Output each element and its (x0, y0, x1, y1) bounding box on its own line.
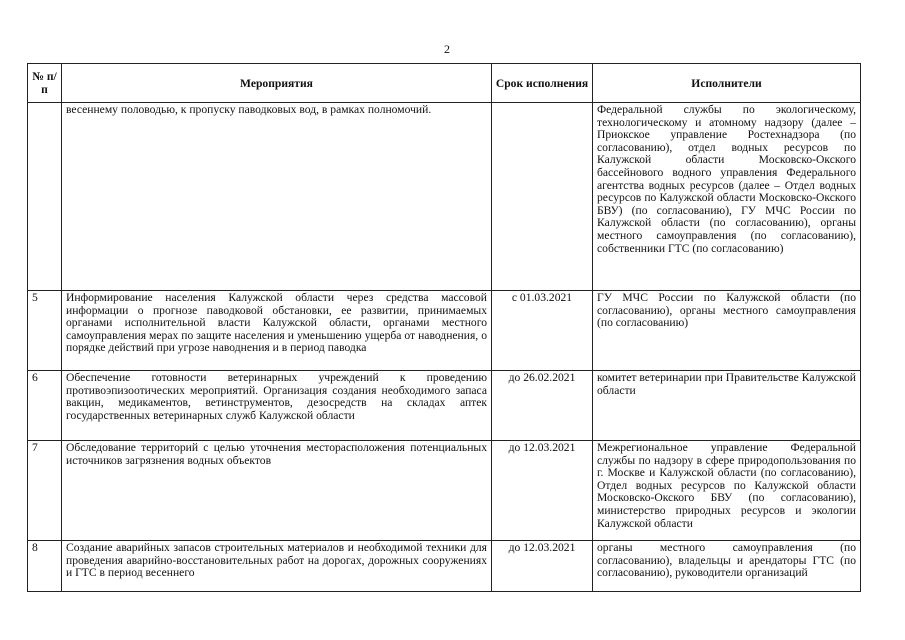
table-row (28, 291, 861, 371)
row-num: 5 (28, 291, 62, 371)
header-measure: Мероприятия (62, 64, 492, 103)
row-term (492, 103, 593, 291)
row-executor: органы местного самоуправления (по согласованию), владельцы и арендаторы ГТС (по согласованию), руководители организаций (593, 541, 861, 592)
table-row (28, 103, 861, 291)
row-executor: комитет ветеринарии при Правительстве Калужской области (593, 371, 861, 441)
row-num: 7 (28, 441, 62, 541)
row-term: до 12.03.2021 (492, 541, 593, 592)
row-term: с 01.03.2021 (492, 291, 593, 371)
table-row (28, 541, 861, 592)
row-num: 6 (28, 371, 62, 441)
row-num (28, 103, 62, 291)
row-measure: Создание аварийных запасов строительных материалов и необходимой техники для проведения аварийно-восстановительных работ на дорогах, дорожных сооружениях и ГТС в период весеннего (62, 541, 492, 592)
table-row (28, 441, 861, 541)
row-executor: Межрегиональное управление Федеральной службы по надзору в сфере природопользования по г. Москве и Калужской области (по согласованию), Отдел водных ресурсов по Калужской области Московско-Окского БВУ (по согласованию), министерство природных ресурсов и экологии Калужской области (593, 441, 861, 541)
row-term: до 12.03.2021 (492, 441, 593, 541)
header-term: Срок исполнения (492, 64, 593, 103)
row-measure: весеннему половодью, к пропуску паводковых вод, в рамках полномочий. (62, 103, 492, 291)
header-num: № п/п (28, 64, 62, 103)
row-executor: ГУ МЧС России по Калужской области (по согласованию), органы местного самоуправления (по согласованию) (593, 291, 861, 371)
table-header-row (28, 64, 861, 103)
table-row (28, 371, 861, 441)
header-executor: Исполнители (593, 64, 861, 103)
row-measure: Обследование территорий с целью уточнения месторасположения потенциальных источников загрязнения водных объектов (62, 441, 492, 541)
row-measure: Обеспечение готовности ветеринарных учреждений к проведению противоэпизоотических мероприятий. Организация создания необходимого запаса вакцин, медикаментов, ветинструментов, дезосредств на складах аптек государственных ветеринарных служб Калужской области (62, 371, 492, 441)
measures-table (27, 63, 861, 592)
row-num: 8 (28, 541, 62, 592)
row-executor: Федеральной службы по экологическому, технологическому и атомному надзору (далее – Приокское управление Ростехнадзора (по согласованию), отдел водных ресурсов по Калужской области Московско-Окского бассейнового водного управления Федерального агентства водных ресурсов (далее – Отдел водных ресурсов по Калужской области Московско-Окского БВУ) (по согласованию), ГУ МЧС России по Калужской области (по согласованию), органы местного самоуправления (по согласованию), собственники ГТС (по согласованию) (593, 103, 861, 291)
page-number: 2 (444, 42, 450, 56)
row-term: до 26.02.2021 (492, 371, 593, 441)
row-measure: Информирование населения Калужской области через средства массовой информации о прогнозе паводковой обстановки, ее развитии, принимаемых органами исполнительной власти Калужской области, органами местного самоуправления мерах по защите населения и уменьшению ущерба от наводнения, о порядке действий при угрозе наводнения и в период паводка (62, 291, 492, 371)
